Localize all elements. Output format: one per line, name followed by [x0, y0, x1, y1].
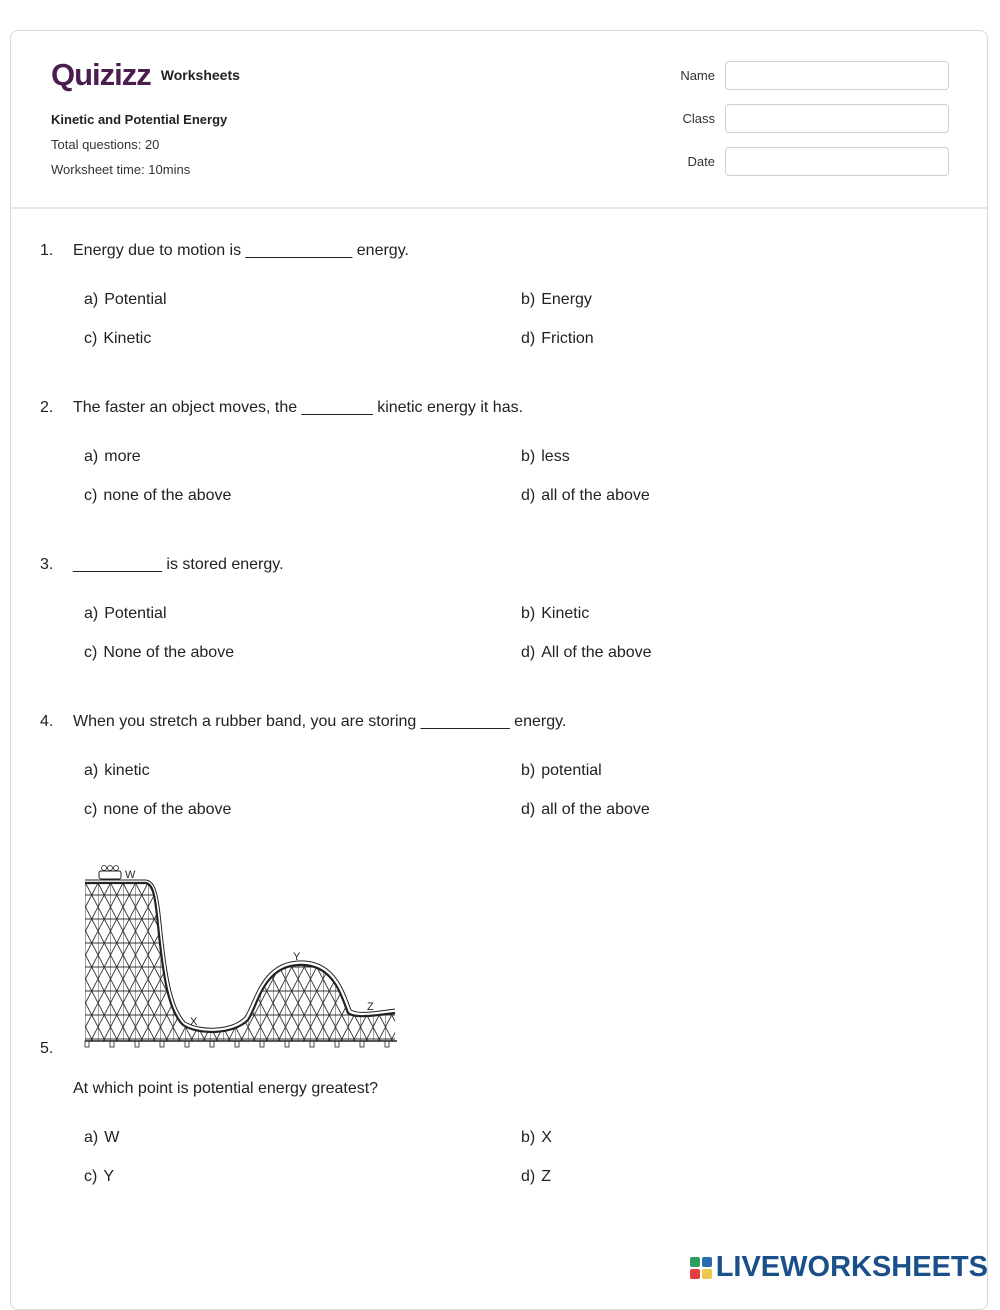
option-letter: d) [521, 1168, 536, 1185]
question-text: The faster an object moves, the ________ kinetic energy it has. [73, 399, 524, 416]
option-letter: a) [84, 448, 99, 465]
date-field[interactable] [725, 147, 949, 176]
support-structure [85, 875, 397, 1045]
option-text: All of the above [541, 644, 652, 661]
option-c[interactable] [84, 487, 231, 505]
option-text: Z [541, 1168, 552, 1185]
question-text: __________ is stored energy. [73, 556, 284, 573]
option-b[interactable] [521, 762, 602, 780]
option-d[interactable] [521, 487, 650, 505]
option-text: all of the above [541, 801, 650, 818]
option-b[interactable] [521, 448, 570, 466]
option-text: none of the above [103, 487, 232, 504]
name-field[interactable] [725, 61, 949, 90]
option-letter: a) [84, 605, 99, 622]
option-letter: b) [521, 291, 536, 308]
brand-subtitle: Worksheets [160, 66, 240, 83]
liveworksheets-wordmark: LIVEWORKSHEETS [715, 1251, 988, 1283]
option-d[interactable] [521, 644, 652, 662]
question-number: 2. [40, 399, 54, 416]
option-b[interactable] [521, 605, 589, 623]
option-text: more [104, 448, 141, 465]
quizizz-logo: Quizizz [51, 57, 151, 92]
option-text: none of the above [103, 801, 232, 818]
option-a[interactable] [84, 448, 141, 466]
option-text: Potential [104, 605, 167, 622]
option-letter: d) [521, 801, 536, 818]
option-text: less [541, 448, 570, 465]
question-number: 1. [40, 242, 54, 259]
option-letter: b) [521, 605, 536, 622]
class-field[interactable] [725, 104, 949, 133]
option-text: all of the above [541, 487, 650, 504]
option-text: None of the above [103, 644, 235, 661]
option-text: Potential [104, 291, 167, 308]
option-text: W [104, 1129, 120, 1146]
worksheet-header [11, 31, 987, 209]
option-letter: d) [521, 644, 536, 661]
option-b[interactable] [521, 291, 592, 309]
question-number: 4. [40, 713, 54, 730]
label-y: Y [293, 951, 301, 963]
option-c[interactable] [84, 1168, 114, 1186]
label-z: Z [367, 1001, 374, 1013]
option-c[interactable] [84, 801, 231, 819]
option-letter: a) [84, 291, 99, 308]
option-text: kinetic [104, 762, 150, 779]
footings [85, 1041, 389, 1047]
date-label: Date [687, 154, 715, 169]
option-letter: d) [521, 487, 536, 504]
option-letter: a) [84, 762, 99, 779]
roller-coaster-diagram [73, 835, 403, 1050]
brand [51, 59, 240, 90]
option-letter: c) [84, 644, 98, 661]
label-w: W [125, 869, 136, 881]
option-text: Friction [541, 330, 594, 347]
question-text: Energy due to motion is ____________ energy. [73, 242, 409, 259]
option-letter: b) [521, 762, 536, 779]
coaster-car-icon [99, 866, 121, 880]
option-a[interactable] [84, 1129, 119, 1147]
option-c[interactable] [84, 644, 234, 662]
question-text: At which point is potential energy greatest? [73, 1080, 379, 1097]
option-b[interactable] [521, 1129, 552, 1147]
option-letter: b) [521, 1129, 536, 1146]
option-d[interactable] [521, 801, 650, 819]
option-text: Energy [541, 291, 592, 308]
option-text: Kinetic [103, 330, 152, 347]
option-letter: c) [84, 1168, 98, 1185]
date-row [655, 147, 949, 176]
option-a[interactable] [84, 291, 167, 309]
option-a[interactable] [84, 605, 167, 623]
option-text: X [541, 1129, 552, 1146]
name-row [655, 61, 949, 90]
class-label: Class [682, 111, 715, 126]
class-row [655, 104, 949, 133]
question-number: 5. [40, 1040, 54, 1057]
option-d[interactable] [521, 1168, 551, 1186]
option-letter: d) [521, 330, 536, 347]
option-text: potential [541, 762, 602, 779]
question-number: 3. [40, 556, 54, 573]
worksheet-title: Kinetic and Potential Energy [51, 112, 228, 127]
liveworksheets-logo [690, 1251, 988, 1284]
worksheet-page [10, 30, 988, 1310]
option-letter: c) [84, 801, 98, 818]
option-letter: c) [84, 487, 98, 504]
option-c[interactable] [84, 330, 151, 348]
option-letter: b) [521, 448, 536, 465]
option-text: Kinetic [541, 605, 590, 622]
worksheet-time: Worksheet time: 10mins [51, 162, 191, 177]
label-x: X [190, 1016, 198, 1028]
total-questions: Total questions: 20 [51, 137, 160, 152]
question-text: When you stretch a rubber band, you are storing __________ energy. [73, 713, 567, 730]
option-text: Y [103, 1168, 114, 1185]
option-letter: c) [84, 330, 98, 347]
option-d[interactable] [521, 330, 594, 348]
option-letter: a) [84, 1129, 99, 1146]
option-a[interactable] [84, 762, 150, 780]
liveworksheets-icon [690, 1257, 712, 1279]
name-label: Name [680, 68, 715, 83]
